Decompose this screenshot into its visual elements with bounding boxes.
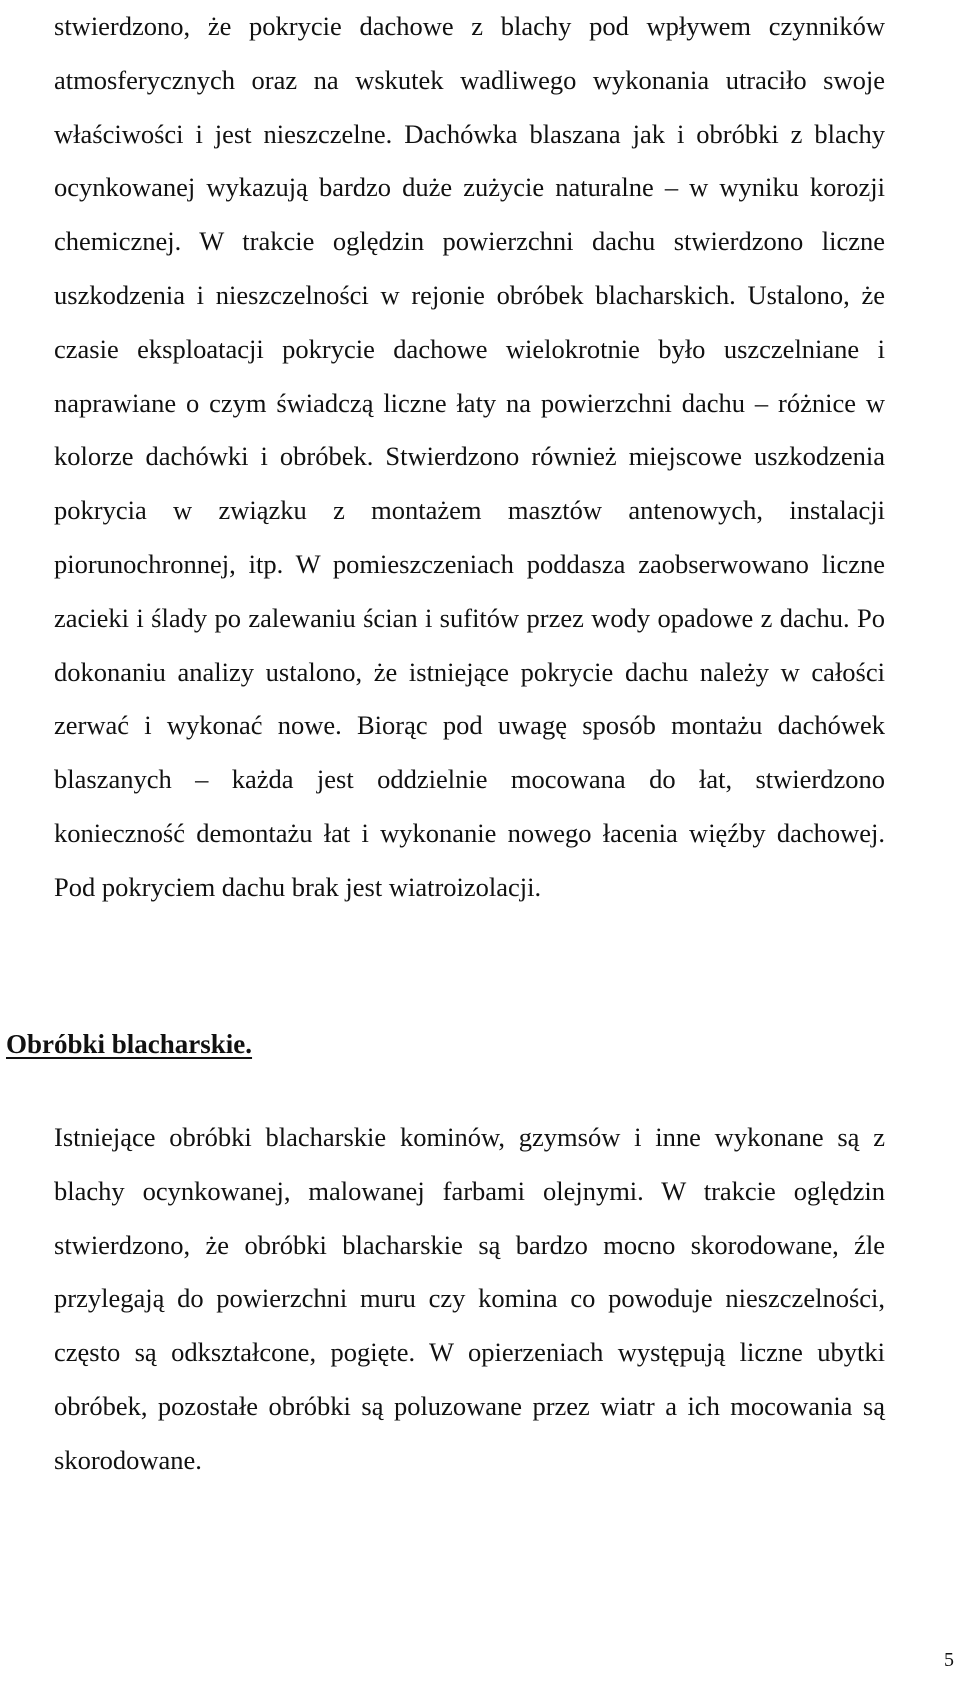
section-heading-sheet-metal-flashing: Obróbki blacharskie. xyxy=(6,1029,253,1059)
body-paragraph-roof-covering: stwierdzono, że pokrycie dachowe z blachy pod wpływem czynników atmosferycznych oraz na wskutek wadliwego wykonania utraciło swoje właściwości i jest nieszczelne. Dachówka blaszana jak i obróbki z blachy ocynkowanej wykazują bardzo duże zużycie naturalne – w wyniku korozji chemicznej. W trakcie oględzin powierzchni dachu stwierdzono liczne uszkodzenia i nieszczelności w rejonie obróbek blacharskich. Ustalono, że czasie eksploatacji pokrycie dachowe wielokrotnie było uszczelniane i naprawiane o czym świadczą liczne łaty na powierzchni dachu – różnice w kolorze dachówki i obróbek. Stwierdzono również miejscowe uszkodzenia pokrycia w związku z montażem masztów antenowych, instalacji piorunochronnej, itp. W pomieszczeniach poddasza zaobserwowano liczne zacieki i ślady po zalewaniu ścian i sufitów przez wody opadowe z dachu. Po dokonaniu analizy ustalono, że istniejące pokrycie dachu należy w całości zerwać i wykonać nowe. Biorąc pod uwagę sposób montażu dachówek blaszanych – każda jest oddzielnie mocowana do łat, stwierdzono konieczność demontażu łat i wykonanie nowego łacenia więźby dachowej. Pod pokryciem dachu brak jest wiatroizolacji. xyxy=(54,11,885,902)
body-paragraph-flashing: Istniejące obróbki blacharskie kominów, gzymsów i inne wykonane są z blachy ocynkowanej, malowanej farbami olejnymi. W trakcie oględzin stwierdzono, że obróbki blacharskie są bardzo mocno skorodowane, źle przylegają do powierzchni muru czy komina co powoduje nieszczelności, często są odkształcone, pogięte. W opierzeniach występują liczne ubytki obróbek, pozostałe obróbki są poluzowane przez wiatr a ich mocowania są skorodowane. xyxy=(54,1122,885,1475)
page-number: 5 xyxy=(944,1649,954,1671)
